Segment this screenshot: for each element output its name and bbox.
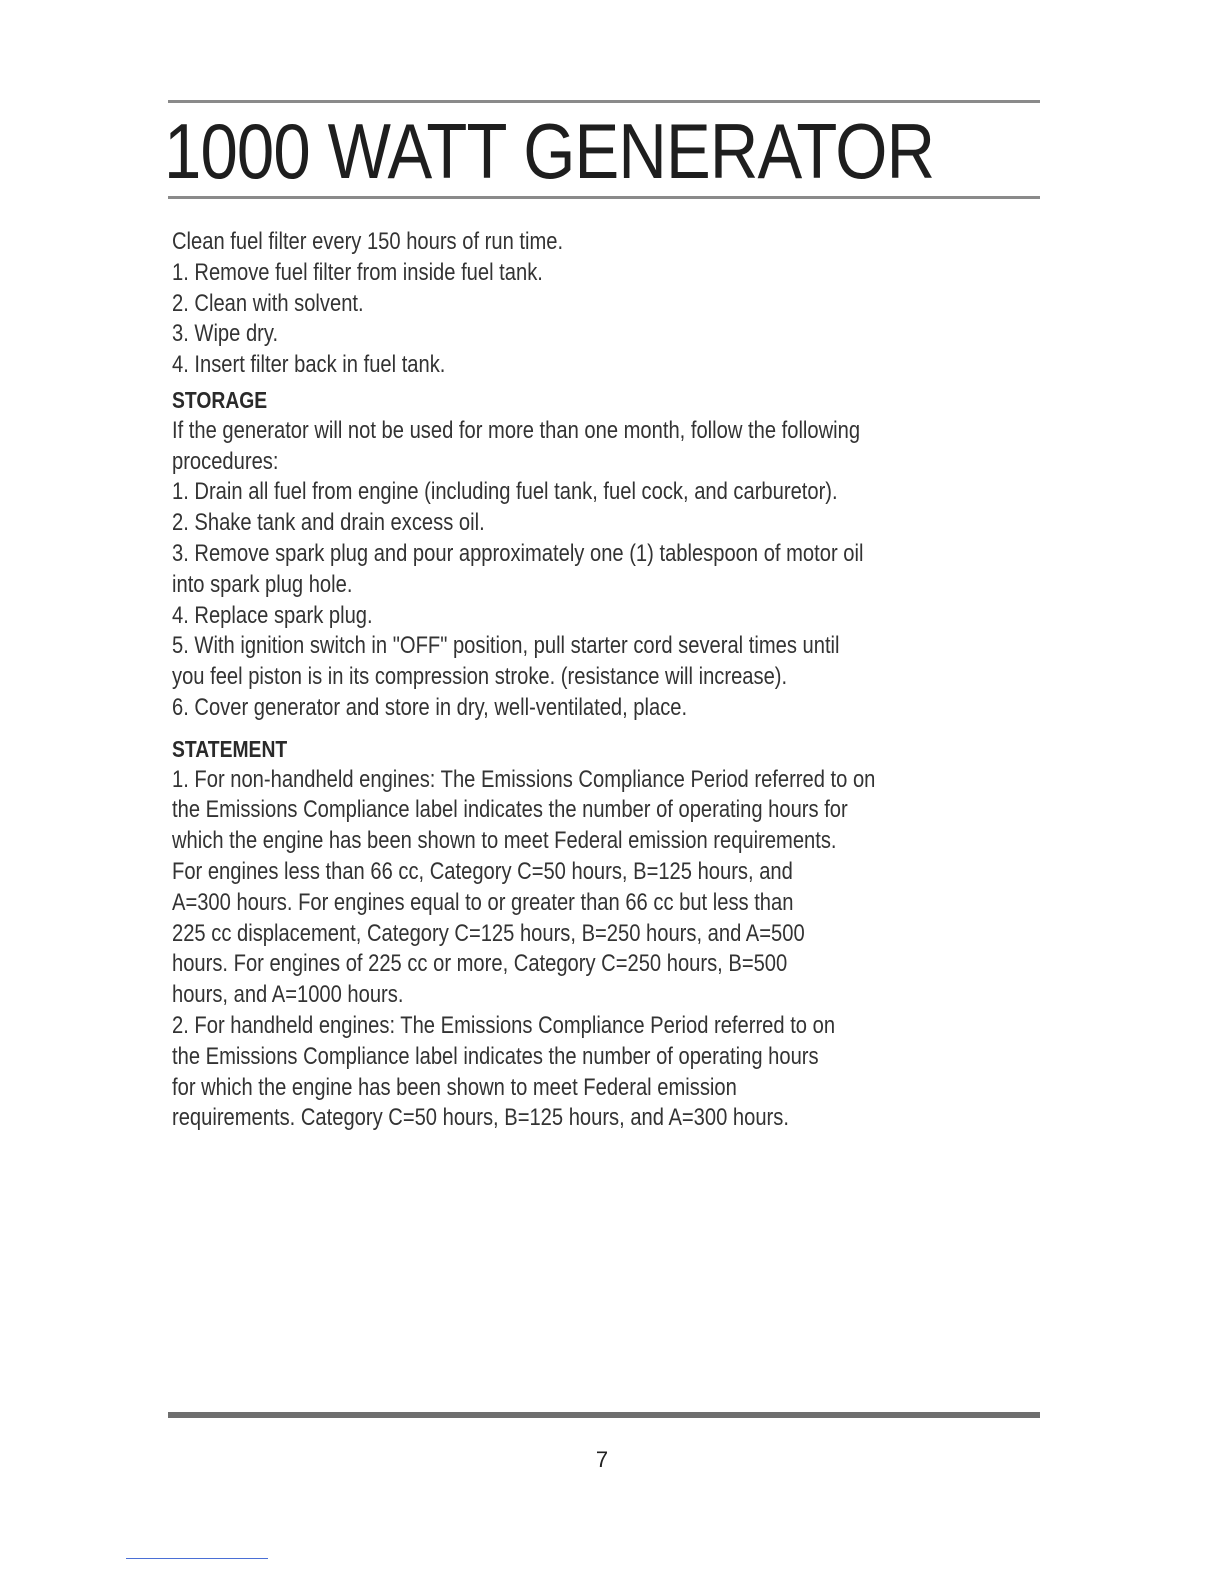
storage-heading: STORAGE: [172, 386, 268, 413]
storage-step-line: 2. Shake tank and drain excess oil.: [172, 509, 485, 537]
statement-line: hours, and A=1000 hours.: [172, 981, 404, 1009]
storage-step-line: 5. With ignition switch in "OFF" position, pull starter cord several times until: [172, 632, 840, 660]
title-underline-rule: [168, 196, 1040, 199]
statement-line: for which the engine has been shown to meet Federal emission: [172, 1073, 737, 1101]
statement-line: 225 cc displacement, Category C=125 hours, B=250 hours, and A=500: [172, 919, 805, 947]
statement-line: A=300 hours. For engines equal to or greater than 66 cc but less than: [172, 888, 794, 916]
storage-section: [172, 385, 972, 724]
storage-step-line: 3. Remove spark plug and pour approximately one (1) tablespoon of motor oil: [172, 539, 864, 567]
statement-line: For engines less than 66 cc, Category C=50 hours, B=125 hours, and: [172, 857, 793, 885]
storage-intro-line: If the generator will not be used for more than one month, follow the following: [172, 416, 861, 444]
fuel-filter-step: 4. Insert filter back in fuel tank.: [172, 351, 446, 379]
top-rule: [168, 100, 1040, 103]
fuel-filter-step: 1. Remove fuel filter from inside fuel tank.: [172, 258, 543, 286]
fuel-filter-step: 3. Wipe dry.: [172, 320, 279, 348]
storage-step-line: 6. Cover generator and store in dry, well-ventilated, place.: [172, 693, 688, 721]
storage-step-line: you feel piston is in its compression stroke. (resistance will increase).: [172, 663, 788, 691]
statement-line: 2. For handheld engines: The Emissions Compliance Period referred to on: [172, 1011, 836, 1039]
storage-step-line: 4. Replace spark plug.: [172, 601, 373, 629]
fuel-filter-section: [172, 227, 972, 381]
statement-heading: STATEMENT: [172, 735, 288, 762]
statement-line: the Emissions Compliance label indicates the number of operating hours for: [172, 796, 848, 824]
storage-step-line: 1. Drain all fuel from engine (including fuel tank, fuel cock, and carburetor).: [172, 478, 838, 506]
storage-step-line: into spark plug hole.: [172, 570, 353, 598]
page-title: 1000 WATT GENERATOR: [164, 107, 935, 195]
statement-section: [172, 734, 972, 1134]
storage-intro-line: procedures:: [172, 447, 279, 475]
statement-line: 1. For non-handheld engines: The Emissions Compliance Period referred to on: [172, 765, 876, 793]
page-content: [172, 227, 972, 1134]
statement-line: which the engine has been shown to meet Federal emission requirements.: [172, 827, 837, 855]
statement-line: the Emissions Compliance label indicates the number of operating hours: [172, 1042, 819, 1070]
bottom-rule: [168, 1412, 1040, 1418]
fuel-filter-step: 2. Clean with solvent.: [172, 289, 364, 317]
statement-line: hours. For engines of 225 cc or more, Category C=250 hours, B=500: [172, 950, 788, 978]
page-number: 7: [595, 1447, 609, 1472]
fuel-filter-intro: Clean fuel filter every 150 hours of run time.: [172, 228, 564, 255]
footer-underline-mark: [126, 1558, 268, 1559]
statement-line: requirements. Category C=50 hours, B=125 hours, and A=300 hours.: [172, 1104, 789, 1132]
